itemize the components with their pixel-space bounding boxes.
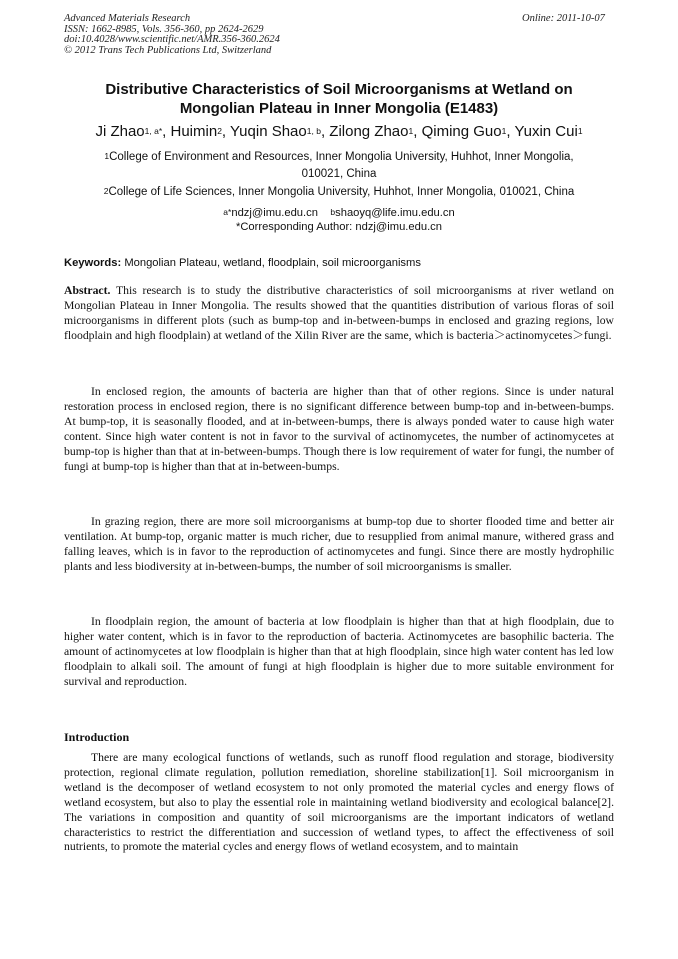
keywords bbox=[64, 256, 614, 270]
author-affiliation-mark: 1, b bbox=[306, 126, 321, 136]
journal-copyright: © 2012 Trans Tech Publications Ltd, Switzerland bbox=[64, 44, 272, 56]
author-affiliation-mark: 1 bbox=[501, 126, 507, 136]
affiliation-1-line-1: College of Environment and Resources, Inner Mongolia University, Huhhot, Inner Mongolia, bbox=[109, 151, 574, 163]
journal-header bbox=[64, 14, 280, 56]
author-affiliation-mark: 1, a* bbox=[144, 126, 163, 136]
abstract-label: Abstract. bbox=[64, 284, 111, 297]
keywords-label: Keywords: bbox=[64, 257, 122, 269]
author-name: Zilong Zhao bbox=[329, 123, 409, 140]
corresponding-author: *Corresponding Author: ndzj@imu.edu.cn bbox=[235, 221, 442, 233]
paper-title-line-1: Distributive Characteristics of Soil Microorganisms at Wetland on bbox=[105, 81, 573, 98]
abstract-text: This research is to study the distributive characteristics of soil microorganisms at river wetland on Mongolian Plateau in Inner Mongolia. The results showed that the quantities distribution of various floras of soil microorganisms in different plots (such as bump-top and in-between-bumps in enclosed and grazing regions, low floodplain and high floodplain) at wetland of the Xilin River are the same, which is bacteria＞actinomycetes＞fungi. bbox=[64, 284, 615, 342]
affiliation-2-text: College of Life Sciences, Inner Mongolia University, Huhhot, Inner Mongolia, 010021, China bbox=[108, 186, 575, 198]
affiliation-mark: 1 bbox=[104, 151, 110, 161]
author-name: Ji Zhao bbox=[95, 123, 145, 140]
affiliation-1 bbox=[64, 149, 614, 183]
journal-doi: doi:10.4028/www.scientific.net/AMR.356-360.2624 bbox=[64, 34, 280, 45]
abstract bbox=[64, 284, 614, 344]
paragraph-enclosed-region: In enclosed region, the amounts of bacteria are higher than that of other regions. Since is under natural restoration process in enclosed region, there is no significant difference between bump-top and in-between-bumps. At bump-top, it is seasonally flooded, and at in-between-bumps, there is always ponded water to cause high water content. Since high water content is not in favor to the survival of actinomycetes, the number of actinomycetes at bump-top is higher than that at in-between-bumps. Though there is low requirement of water for fungi, the number of fungi at bump-top is higher than that at in-between-bumps. bbox=[64, 385, 614, 473]
keywords-text: Mongolian Plateau, wetland, floodplain, soil microorganisms bbox=[124, 257, 421, 269]
affiliation-1-line-2: 010021, China bbox=[301, 168, 377, 180]
paragraph-floodplain-region: In floodplain region, the amount of bacteria at low floodplain is higher than that at high floodplain, due to higher water content, which is in favor to the reproduction of bacteria. Actinomycetes are basophilic bacteria. The amount of actinomycetes at low floodplain is higher than that at high floodplain, since high water content has led low floodplain to alkali soil. The amount of fungi at high floodplain is higher due to more suitable environment for survival and reproduction. bbox=[64, 615, 614, 688]
paper-title bbox=[64, 80, 614, 118]
email-link[interactable]: shaoyq@life.imu.edu.cn bbox=[335, 207, 455, 219]
author-name: Qiming Guo bbox=[421, 123, 502, 140]
email-mark: b bbox=[330, 207, 336, 217]
author-name: Huimin bbox=[170, 123, 218, 140]
author-affiliation-mark: 1 bbox=[408, 126, 414, 136]
contact-emails bbox=[64, 206, 614, 234]
email-link[interactable]: ndzj@imu.edu.cn bbox=[231, 207, 318, 219]
introduction-paragraph: There are many ecological functions of wetlands, such as runoff flood regulation and storage, biodiversity protection, regional climate regulation, pollution remediation, shoreline stabilization[1]. Soil microorganism in wetland is the decomposer of wetland ecosystem to not only promoted the material cycles and energy flows of wetland ecosystem, but also to play the essential role in maintaining wetland biodiversity and ecological balance[2]. The variations in composition and quantity of soil microorganisms are the important indicators of wetland characteristics to restrict the differentiation and succession of wetland types, to affect the effectiveness of soil nutrients, to promote the material cycles and energy flows of wetland ecosystem, and to maintain bbox=[64, 751, 614, 854]
introduction-heading: Introduction bbox=[64, 730, 130, 744]
author-name: Yuqin Shao bbox=[230, 123, 307, 140]
journal-name: Advanced Materials Research bbox=[64, 13, 191, 24]
author-list: Ji Zhao$^{1, a*}$, Huimin$^2$, Yuqin Shao$^{1, b}$, Zilong Zhao$^1$, Qiming Guo$^1$, Yuxin Cui$^1$ bbox=[95, 123, 583, 140]
affiliation-2 bbox=[64, 184, 614, 201]
affiliation-mark: 2 bbox=[103, 186, 109, 196]
author-affiliation-mark: 2 bbox=[217, 126, 222, 136]
journal-issn: ISSN: 1662-8985, Vols. 356-360, pp 2624-2629 bbox=[64, 23, 264, 35]
paper-title-line-2: Mongolian Plateau in Inner Mongolia (E1483) bbox=[179, 100, 499, 117]
author-affiliation-mark: 1 bbox=[577, 126, 583, 136]
author-name: Yuxin Cui bbox=[514, 123, 578, 140]
online-date: Online: 2011-10-07 bbox=[522, 13, 605, 24]
email-mark: a* bbox=[223, 207, 232, 217]
paragraph-grazing-region: In grazing region, there are more soil microorganisms at bump-top due to shorter flooded time and better air ventilation. At bump-top, organic matter is much richer, due to resupplied from animal manure, withered grass and falling leaves, which is in favor to the reproduction of actinomycetes and fungi. Since there are mostly hydrophilic plants and less biodiversity at in-between-bumps, the number of soil microorganisms is smaller. bbox=[64, 515, 614, 573]
